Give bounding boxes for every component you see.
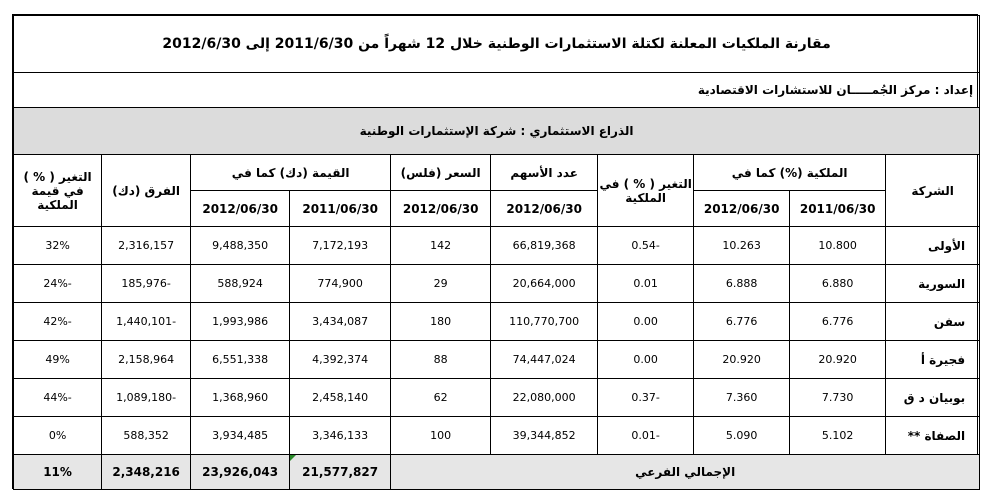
- header-shares-count: عدد الأسهم: [491, 155, 598, 191]
- value-2011: 2,458,140: [290, 379, 391, 417]
- table-row: [14, 227, 980, 265]
- ownership-comparison-table: [13, 15, 980, 490]
- ownership-change: -0.54: [598, 227, 694, 265]
- ownership-change: 0.01: [598, 265, 694, 303]
- header-difference: الفرق (دك): [102, 155, 191, 227]
- ownership-2012: 6.888: [694, 265, 790, 303]
- ownership-2011: 6.776: [790, 303, 886, 341]
- header-val-2011: 2011/06/30: [290, 191, 391, 227]
- subtotal-label: الإجمالي الفرعي: [391, 455, 980, 490]
- header-value-group: القيمة (دك) كما في: [191, 155, 391, 191]
- value-change: 0%: [14, 417, 102, 455]
- header-row-1: [14, 155, 980, 191]
- report-title: مقارنة الملكيات المعلنة لكتلة الاستثمارات الوطنية خلال 12 شهراً من 2011/6/30 إلى 2012/6/30: [14, 16, 980, 73]
- company-name: الأولى: [886, 227, 980, 265]
- subtotal-value-change: 11%: [14, 455, 102, 490]
- ownership-2011: 6.880: [790, 265, 886, 303]
- price: 29: [391, 265, 491, 303]
- company-name: الصفاة **: [886, 417, 980, 455]
- ownership-2012: 5.090: [694, 417, 790, 455]
- value-2012: 588,924: [191, 265, 290, 303]
- value-2012: 1,993,986: [191, 303, 290, 341]
- company-name: السورية: [886, 265, 980, 303]
- ownership-2012: 7.360: [694, 379, 790, 417]
- shares-count: 74,447,024: [491, 341, 598, 379]
- ownership-change: 0.00: [598, 303, 694, 341]
- value-2011: 4,392,374: [290, 341, 391, 379]
- value-2011: 3,434,087: [290, 303, 391, 341]
- shares-count: 110,770,700: [491, 303, 598, 341]
- value-2011: 774,900: [290, 265, 391, 303]
- header-ownership-group: الملكية (%) كما في: [694, 155, 886, 191]
- ownership-2011: 5.102: [790, 417, 886, 455]
- header-own-2012: 2012/06/30: [694, 191, 790, 227]
- header-val-2012: 2012/06/30: [191, 191, 290, 227]
- shares-count: 20,664,000: [491, 265, 598, 303]
- price: 100: [391, 417, 491, 455]
- header-ownership-change: التغير ( % ) في الملكية: [598, 155, 694, 227]
- company-name: بوبيان د ق: [886, 379, 980, 417]
- value-change: -42%: [14, 303, 102, 341]
- price: 88: [391, 341, 491, 379]
- subtotal-value-2012: 23,926,043: [191, 455, 290, 490]
- value-2012: 9,488,350: [191, 227, 290, 265]
- difference: -1,089,180: [102, 379, 191, 417]
- ownership-2011: 10.800: [790, 227, 886, 265]
- table-row: [14, 341, 980, 379]
- value-2012: 1,368,960: [191, 379, 290, 417]
- header-own-2011: 2011/06/30: [790, 191, 886, 227]
- difference: -185,976: [102, 265, 191, 303]
- subtotal-row: [14, 455, 980, 490]
- difference: 588,352: [102, 417, 191, 455]
- ownership-2011: 7.730: [790, 379, 886, 417]
- header-value-change: التغير ( % ) في قيمة الملكية: [14, 155, 102, 227]
- price: 62: [391, 379, 491, 417]
- difference: 2,316,157: [102, 227, 191, 265]
- ownership-change: -0.37: [598, 379, 694, 417]
- table-row: [14, 265, 980, 303]
- shares-count: 66,819,368: [491, 227, 598, 265]
- value-2011: 3,346,133: [290, 417, 391, 455]
- subtotal-difference: 2,348,216: [102, 455, 191, 490]
- section-header: الذراع الاستثماري : شركة الإستثمارات الوطنية: [14, 108, 980, 155]
- table-row: [14, 379, 980, 417]
- ownership-2012: 20.920: [694, 341, 790, 379]
- company-name: فجيرة أ: [886, 341, 980, 379]
- ownership-2011: 20.920: [790, 341, 886, 379]
- value-2011: 7,172,193: [290, 227, 391, 265]
- prepared-by: إعداد : مركز الجُمـــــان للاستشارات الاقتصادية: [14, 73, 980, 108]
- difference: 2,158,964: [102, 341, 191, 379]
- header-company: الشركة: [886, 155, 980, 227]
- value-2012: 3,934,485: [191, 417, 290, 455]
- shares-count: 39,344,852: [491, 417, 598, 455]
- ownership-change: -0.01: [598, 417, 694, 455]
- header-shares-date: 2012/06/30: [491, 191, 598, 227]
- value-change: 32%: [14, 227, 102, 265]
- table-row: [14, 303, 980, 341]
- value-change: -44%: [14, 379, 102, 417]
- ownership-2012: 6.776: [694, 303, 790, 341]
- header-price-date: 2012/06/30: [391, 191, 491, 227]
- price: 180: [391, 303, 491, 341]
- header-price: السعر (فلس): [391, 155, 491, 191]
- report-frame: [12, 14, 978, 489]
- subtotal-value-2011: 21,577,827: [290, 455, 391, 490]
- ownership-change: 0.00: [598, 341, 694, 379]
- price: 142: [391, 227, 491, 265]
- difference: -1,440,101: [102, 303, 191, 341]
- company-name: سفن: [886, 303, 980, 341]
- value-2012: 6,551,338: [191, 341, 290, 379]
- table-row: [14, 417, 980, 455]
- value-change: -24%: [14, 265, 102, 303]
- value-change: 49%: [14, 341, 102, 379]
- shares-count: 22,080,000: [491, 379, 598, 417]
- ownership-2012: 10.263: [694, 227, 790, 265]
